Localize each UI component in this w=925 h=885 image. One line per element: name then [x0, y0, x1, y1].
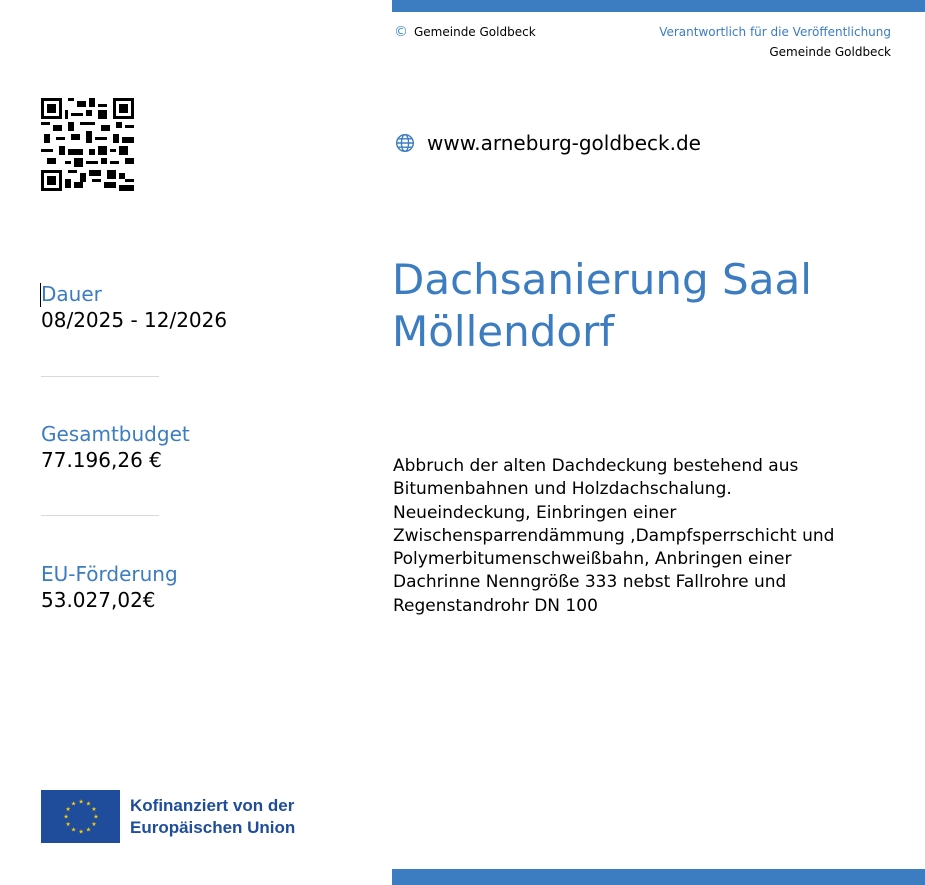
divider [41, 515, 159, 516]
project-title [392, 254, 872, 358]
title-line-2: Möllendorf [392, 307, 615, 356]
duration-label: Dauer [41, 282, 102, 306]
website-url: www.arneburg-goldbeck.de [427, 131, 701, 155]
svg-text:★: ★ [70, 800, 76, 807]
svg-text:★: ★ [85, 800, 91, 807]
divider [41, 376, 159, 377]
copyright-name: Gemeinde Goldbeck [414, 25, 536, 39]
eu-cofunding-logo [41, 790, 295, 843]
website-link[interactable] [395, 131, 701, 155]
responsible-label: Verantwortlich für die Veröffentlichung [659, 25, 891, 39]
bottom-accent-bar [392, 869, 925, 885]
svg-text:★: ★ [64, 805, 71, 813]
top-accent-bar [392, 0, 925, 12]
svg-text:★: ★ [92, 813, 99, 820]
duration-value: 08/2025 - 12/2026 [41, 308, 228, 332]
funding-block [41, 561, 178, 613]
responsible-block [659, 25, 891, 59]
eu-flag [41, 790, 120, 843]
title-line-1: Dachsanierung Saal [392, 255, 812, 304]
svg-text:★: ★ [77, 798, 84, 805]
eu-cofunding-text [130, 795, 295, 839]
svg-text:★: ★ [62, 813, 69, 820]
copyright-icon: © [394, 24, 408, 40]
responsible-value: Gemeinde Goldbeck [769, 45, 891, 59]
project-description: Abbruch der alten Dachdeckung bestehend aus Bitumenbahnen und Holzdachschalung. Neueindeckung, Einbringen einer Zwischensparrendämmung ,Dampfsperrschicht und Polymerbitumenschweißbahn, Anbringen einer Dachrinne Nenngröße 333 nebst Fallrohre und Regenstandrohr DN 100 [393, 456, 835, 616]
copyright-notice [394, 24, 536, 40]
budget-value: 77.196,26 € [41, 448, 162, 472]
svg-text:★: ★ [70, 826, 76, 833]
eu-text-line-1: Kofinanziert von der [130, 795, 295, 815]
svg-text:★: ★ [77, 828, 84, 835]
svg-text:★: ★ [85, 826, 91, 833]
qr-code [41, 98, 134, 191]
svg-text:★: ★ [64, 820, 71, 828]
budget-block [41, 421, 190, 473]
svg-text:★: ★ [90, 805, 97, 813]
budget-label: Gesamtbudget [41, 422, 190, 446]
funding-value: 53.027,02€ [41, 588, 156, 612]
globe-icon [395, 133, 415, 153]
duration-block [41, 281, 227, 333]
svg-text:★: ★ [90, 820, 97, 828]
eu-text-line-2: Europäischen Union [130, 817, 296, 837]
eu-stars [58, 794, 104, 840]
funding-label: EU-Förderung [41, 562, 178, 586]
